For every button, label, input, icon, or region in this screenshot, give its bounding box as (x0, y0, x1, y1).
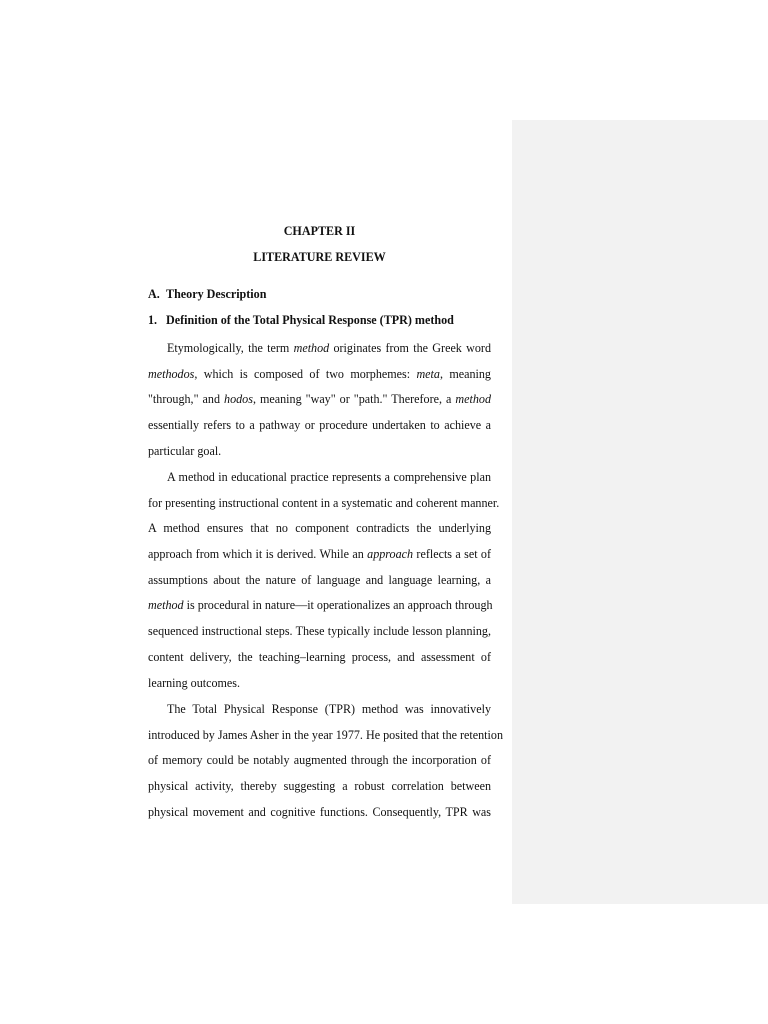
text-line: for presenting instructional content in a systematic and coherent manner. (148, 495, 500, 510)
text-line: assumptions about the nature of language and language learning, a (148, 572, 491, 587)
text-line: content delivery, the teaching–learning process, and assessment of (148, 649, 491, 664)
section-number: 1. (148, 313, 158, 327)
paragraph-1 (148, 336, 491, 464)
section-number: A. (148, 287, 160, 301)
text-line: sequenced instructional steps. These typically include lesson planning, (148, 624, 491, 639)
text-line: method is procedural in nature—it operationalizes an approach through (148, 598, 493, 613)
section-title: Definition of the Total Physical Response (TPR) method (166, 313, 454, 327)
text-line: particular goal. (148, 443, 222, 458)
section-heading-1 (148, 312, 491, 328)
chapter-number: CHAPTER II (283, 224, 356, 238)
text-line: "through," and hodos, meaning "way" or "path." Therefore, a method (148, 392, 492, 407)
text-line: physical movement and cognitive functions. Consequently, TPR was (148, 804, 491, 819)
text-line: A method ensures that no component contradicts the underlying (148, 521, 491, 536)
section-title: Theory Description (166, 287, 267, 301)
text-line: physical activity, thereby suggesting a robust correlation between (148, 779, 491, 794)
text-line: of memory could be notably augmented through the incorporation of (148, 753, 491, 768)
comment-pane (512, 120, 768, 904)
text-line: essentially refers to a pathway or procedure undertaken to achieve a (148, 418, 491, 433)
text-line: introduced by James Asher in the year 1977. He posited that the retention (148, 727, 503, 742)
paragraph-3 (148, 697, 503, 825)
text-line: Etymologically, the term method originates from the Greek word (167, 341, 491, 355)
text-line: learning outcomes. (148, 675, 241, 690)
section-heading-a (148, 286, 491, 302)
paragraph-2 (148, 465, 500, 696)
text-line: approach from which it is derived. While an approach reflects a set of (148, 547, 491, 562)
chapter-title: LITERATURE REVIEW (253, 250, 386, 264)
text-line: methodos, which is composed of two morphemes: meta, meaning (148, 366, 491, 381)
text-line: The Total Physical Response (TPR) method was innovatively (167, 702, 491, 716)
text-line: A method in educational practice represents a comprehensive plan (167, 470, 491, 484)
